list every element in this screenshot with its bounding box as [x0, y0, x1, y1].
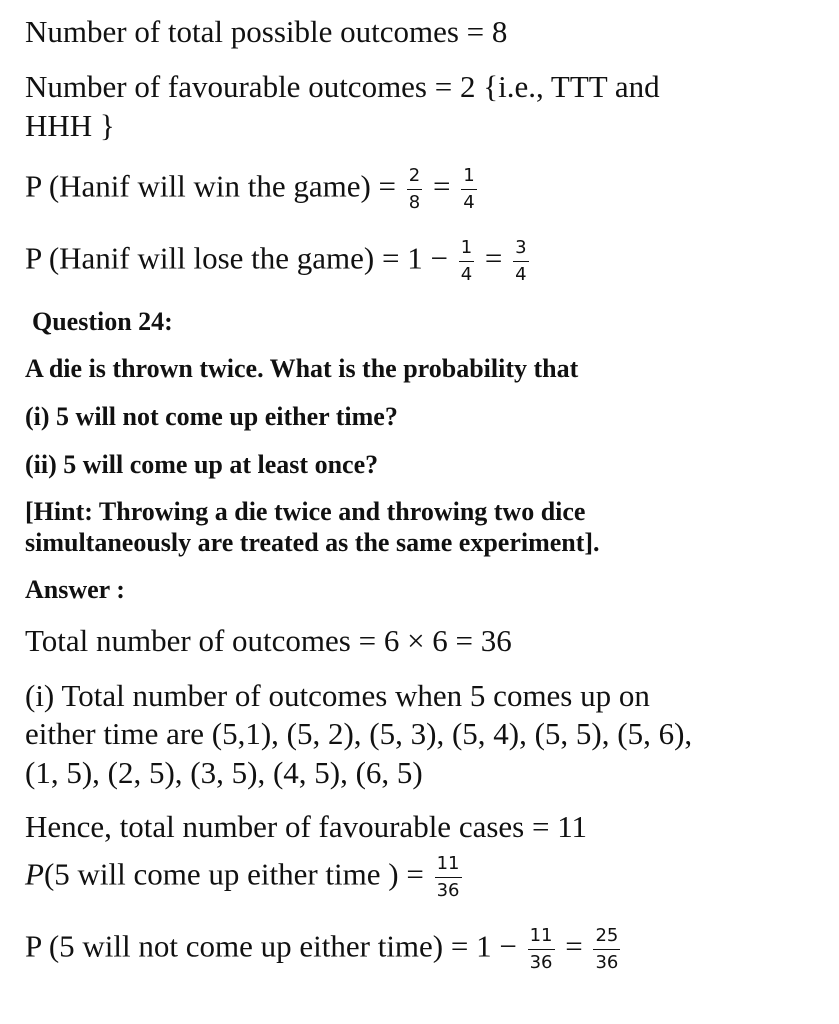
favourable-outcomes-line: Number of favourable outcomes = 2 {i.e., TTT and: [25, 69, 660, 104]
hint-line-2: simultaneously are treated as the same experiment].: [25, 528, 600, 557]
fraction-numerator: 2: [407, 166, 422, 190]
part-i-line-2: either time are (5,1), (5, 2), (5, 3), (5, 4), (5, 5), (5, 6),: [25, 716, 693, 751]
not-come-up-probability-label: P (5 will not come up either time) = 1 −: [25, 928, 525, 964]
fraction-denominator: 4: [460, 264, 473, 285]
favourable-cases-line: Hence, total number of favourable cases = 11: [25, 809, 588, 844]
equals-sign: =: [477, 240, 511, 276]
fraction-numerator: 1: [461, 166, 476, 190]
come-up-probability-line: [25, 854, 465, 901]
fraction-numerator: 11: [435, 854, 462, 878]
fraction-2-8: [407, 166, 422, 213]
fraction-denominator: 36: [436, 880, 460, 901]
fraction-denominator: 4: [515, 264, 527, 285]
lose-probability-line: [25, 238, 532, 285]
part-i-line-3: (1, 5), (2, 5), (3, 5), (4, 5), (6, 5): [25, 755, 423, 790]
equals-sign: =: [425, 168, 459, 204]
question-text: A die is thrown twice. What is the probability that: [25, 354, 579, 383]
question-part-2: (ii) 5 will come up at least once?: [25, 450, 379, 479]
fraction-denominator: 8: [408, 192, 421, 213]
fraction-11-36: [528, 926, 555, 973]
lose-probability-label: P (Hanif will lose the game) = 1 −: [25, 240, 456, 276]
question-part-1: (i) 5 will not come up either time?: [25, 402, 398, 431]
hint-line-1: [Hint: Throwing a die twice and throwing two dice: [25, 497, 586, 526]
part-i-line-1: (i) Total number of outcomes when 5 comes up on: [25, 678, 650, 713]
question-heading: Question 24:: [32, 307, 173, 336]
win-probability-label: P (Hanif will win the game) =: [25, 168, 404, 204]
fraction-11-36: [435, 854, 462, 901]
favourable-outcomes-continued: HHH }: [25, 108, 115, 143]
win-probability-line: [25, 166, 480, 213]
not-come-up-probability-line: [25, 926, 623, 973]
equals-sign: =: [557, 928, 591, 964]
total-outcomes-answer: Total number of outcomes = 6 × 6 = 36: [25, 623, 512, 658]
fraction-numerator: 1: [459, 238, 474, 262]
probability-symbol: P: [25, 856, 44, 892]
fraction-numerator: 11: [528, 926, 555, 950]
fraction-denominator: 36: [595, 952, 619, 973]
fraction-25-36: [593, 926, 620, 973]
fraction-1-4: [459, 238, 474, 285]
fraction-numerator: 25: [593, 926, 620, 950]
come-up-probability-label: (5 will come up either time ) =: [43, 856, 432, 892]
fraction-denominator: 36: [529, 952, 553, 973]
answer-label: Answer :: [25, 575, 125, 604]
fraction-3-4: [513, 238, 528, 285]
fraction-1-4: [461, 166, 476, 213]
fraction-denominator: 4: [463, 192, 475, 213]
fraction-numerator: 3: [513, 238, 528, 262]
total-outcomes-line: Number of total possible outcomes = 8: [25, 14, 508, 49]
